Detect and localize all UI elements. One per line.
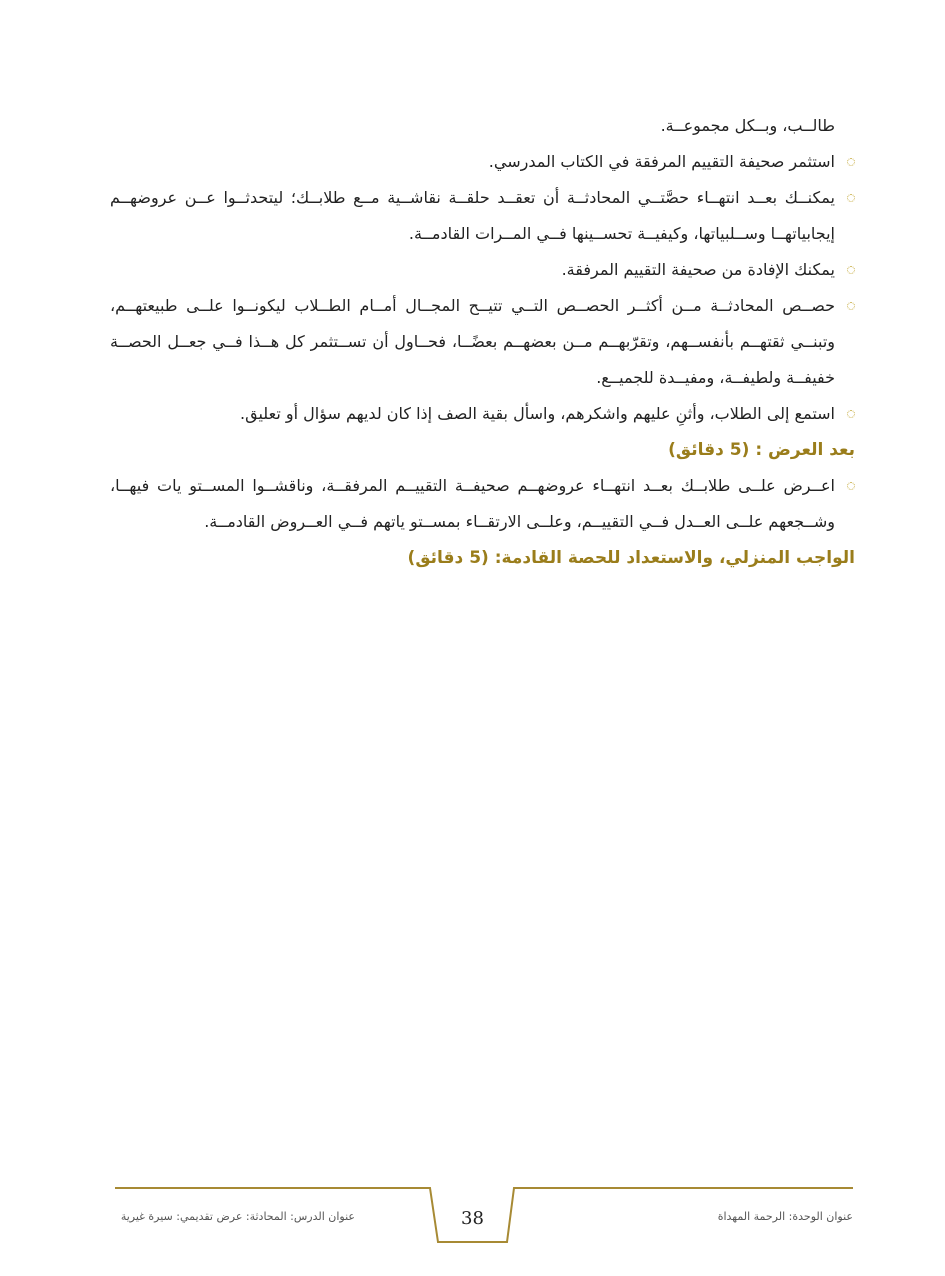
- homework-heading: الواجب المنزلي، والاستعداد للحصة القادمة: (5 دقائق): [407, 548, 855, 568]
- list-item: اعــرض علــى طلابــك بعــد انتهــاء عروضهــم صحيفــة التقييــم المرفقــة، وناقشــوا المســتو يات فيهــا، وشــجعهم علــى العــدل فــي التقييــم، وعلــى الارتقــاء بمســتو ياتهم فــي العــروض القادمــة.: [110, 468, 855, 540]
- lesson-title: عنوان الدرس: المحادثة: عرض تقديمي: سيرة غيرية: [120, 1210, 355, 1223]
- after-presentation-heading: بعد العرض : (5 دقائق): [668, 440, 855, 460]
- lead-line: طالــب، وبــكل مجموعــة.: [660, 116, 835, 135]
- page-number: 38: [461, 1208, 484, 1229]
- list-item: حصــص المحادثــة مــن أكثــر الحصــص التــي تتيــح المجــال أمــام الطــلاب ليكونــوا علــى طبيعتهــم، وتبنــي ثقتهــم بأنفســهم، وتقرّبهــم مــن بعضهــم بعضًــا، فحــاول أن تســتثمر كل هــذا فــي جعــل الحصــة خفيفــة ولطيفــة، ومفيــدة للجميــع.: [110, 288, 855, 396]
- list-item: يمكنــك بعــد انتهــاء حصَّتــي المحادثــة أن تعقــد حلقــة نقاشــية مــع طلابــك؛ ليتحدثــوا عــن عروضهــم إيجابياتهــا وســلبياتها، وكيفيــة تحســينها فــي المــرات القادمــة.: [110, 180, 855, 252]
- list-item: يمكنك الإفادة من صحيفة التقييم المرفقة.: [110, 252, 855, 288]
- list-item: استثمر صحيفة التقييم المرفقة في الكتاب المدرسي.: [110, 144, 855, 180]
- unit-title: عنوان الوحدة: الرحمة المهداة: [717, 1210, 853, 1223]
- list-item: استمع إلى الطلاب، وأثنِ عليهم واشكرهم، واسأل بقية الصف إذا كان لديهم سؤال أو تعليق.: [110, 396, 855, 432]
